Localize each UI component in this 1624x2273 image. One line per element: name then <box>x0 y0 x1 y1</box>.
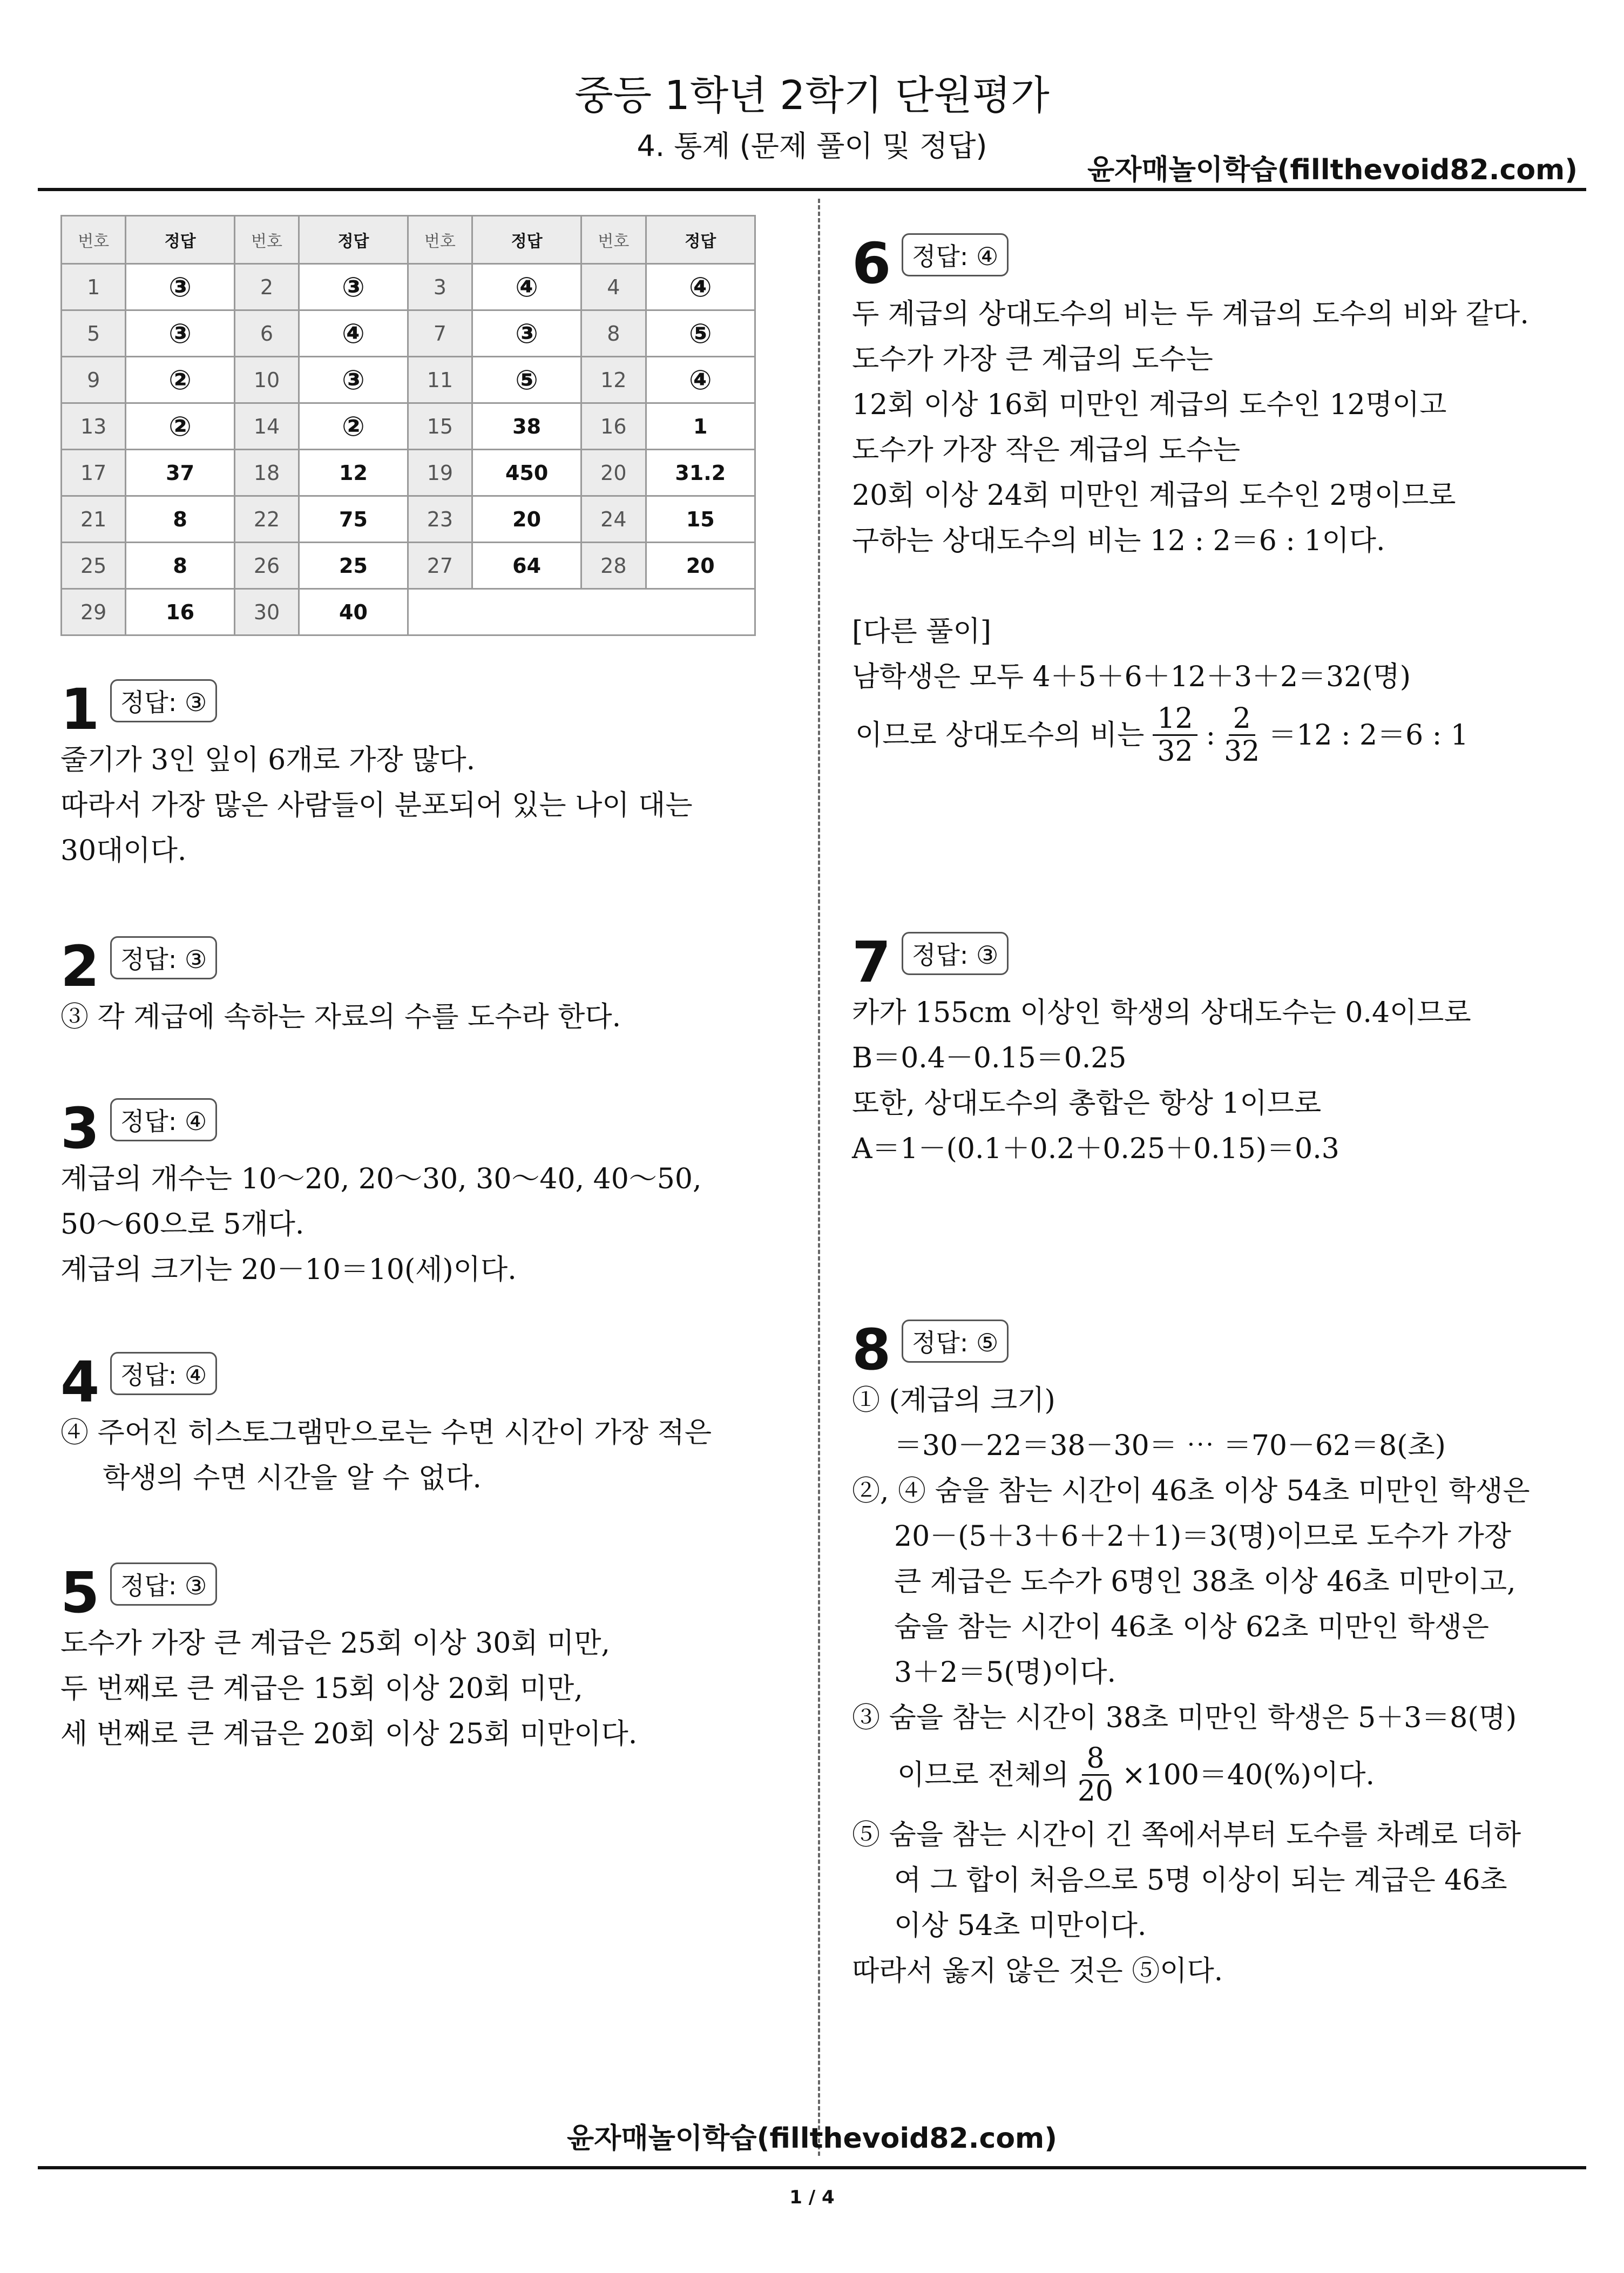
numerator: 8 <box>1082 1743 1108 1776</box>
solution-line: 계급의 크기는 20－10＝10(세)이다. <box>60 1254 517 1286</box>
table-row <box>62 357 755 403</box>
question-number: 8 <box>581 310 646 357</box>
table-row <box>62 496 755 543</box>
denominator: 32 <box>1157 735 1193 768</box>
answer-value: ③ <box>126 310 234 357</box>
fraction-line <box>852 1743 1570 1807</box>
solution-number: 3 <box>60 1095 100 1161</box>
table-row <box>62 403 755 450</box>
answer-value: ② <box>299 403 408 450</box>
answer-value: 450 <box>472 450 581 496</box>
table-header-answer: 정답 <box>646 216 755 264</box>
solution-line: 두 계급의 상대도수의 비는 두 계급의 도수의 비와 같다. <box>852 298 1529 330</box>
answer-badge: 정답: ④ <box>902 233 1009 276</box>
page-title: 중등 1학년 2학기 단원평가 <box>574 72 1050 119</box>
solution-line: ⑤ 숨을 참는 시간이 긴 쪽에서부터 도수를 차례로 더하 <box>852 1819 1521 1851</box>
solution-line: 두 번째로 큰 계급은 15회 이상 20회 미만, <box>60 1673 583 1705</box>
denominator: 20 <box>1077 1775 1114 1808</box>
solution-line: A＝1－(0.1＋0.2＋0.25＋0.15)＝0.3 <box>852 1133 1339 1165</box>
solution-line: 도수가 가장 작은 계급의 도수는 <box>852 434 1241 466</box>
answer-value: 15 <box>646 496 755 543</box>
question-number: 28 <box>581 543 646 589</box>
solution-line: ① (계급의 크기) <box>852 1384 1055 1417</box>
answer-badge: 정답: ③ <box>110 936 217 979</box>
table-header-answer: 정답 <box>126 216 234 264</box>
answer-value: ② <box>126 357 234 403</box>
answer-value: 20 <box>472 496 581 543</box>
solution-line: 숨을 참는 시간이 46초 이상 62초 미만인 학생은 <box>894 1611 1489 1643</box>
solution-body <box>852 1378 1570 1994</box>
header-rule <box>38 188 1586 191</box>
question-number: 15 <box>408 403 472 450</box>
column-divider <box>818 199 820 2156</box>
solution-body <box>60 1410 779 1501</box>
question-number: 25 <box>62 543 126 589</box>
answer-value: 31.2 <box>646 450 755 496</box>
question-number: 30 <box>234 589 299 635</box>
answer-value: 12 <box>299 450 408 496</box>
solution-number: 2 <box>60 933 100 999</box>
solution-line: ②, ④ 숨을 참는 시간이 46초 이상 54초 미만인 학생은 <box>852 1475 1530 1507</box>
question-number: 17 <box>62 450 126 496</box>
page-subtitle: 4. 통계 (문제 풀이 및 정답) <box>637 129 987 163</box>
fraction <box>1153 703 1197 767</box>
answer-badge: 정답: ④ <box>110 1352 217 1395</box>
ratio-separator: : <box>1206 719 1216 752</box>
solution-line: 이상 54초 미만이다. <box>894 1910 1147 1942</box>
frac-suffix: ＝12 : 2＝6 : 1 <box>1268 719 1469 752</box>
table-row <box>62 450 755 496</box>
solution-number: 8 <box>852 1317 891 1383</box>
question-number: 14 <box>234 403 299 450</box>
solution-line: 도수가 가장 큰 계급은 25회 이상 30회 미만, <box>60 1627 611 1660</box>
answer-value: 64 <box>472 543 581 589</box>
footer-rule <box>38 2166 1586 2169</box>
solution-line: ＝30－22＝38－30＝ ⋯ ＝70－62＝8(초) <box>894 1430 1446 1462</box>
solution-body <box>60 1156 779 1293</box>
question-number: 27 <box>408 543 472 589</box>
answer-value: 8 <box>126 496 234 543</box>
answer-value: ② <box>126 403 234 450</box>
question-number: 1 <box>62 264 126 310</box>
solution-line: 12회 이상 16회 미만인 계급의 도수인 12명이고 <box>852 389 1447 421</box>
solution-line: 큰 계급은 도수가 6명인 38초 이상 46초 미만이고, <box>894 1566 1516 1598</box>
table-header-answer: 정답 <box>299 216 408 264</box>
fraction <box>1078 1743 1113 1807</box>
solution-line: 여 그 합이 처음으로 5명 이상이 되는 계급은 46초 <box>894 1864 1507 1897</box>
answer-value: 40 <box>299 589 408 635</box>
empty-cell <box>408 589 755 635</box>
fraction <box>1224 703 1260 767</box>
answer-value: ③ <box>299 357 408 403</box>
answer-value: ④ <box>299 310 408 357</box>
solution-body <box>852 292 1570 767</box>
answer-value: 1 <box>646 403 755 450</box>
solution-line: 카가 155cm 이상인 학생의 상대도수는 0.4이므로 <box>852 997 1471 1029</box>
table-row <box>62 264 755 310</box>
solution-line: 계급의 개수는 10～20, 20～30, 30～40, 40～50, <box>60 1163 702 1195</box>
solution-line: 따라서 옳지 않은 것은 ⑤이다. <box>852 1955 1223 1987</box>
table-header-number: 번호 <box>62 216 126 264</box>
solution-body <box>60 995 779 1040</box>
question-number: 10 <box>234 357 299 403</box>
page-number: 1 / 4 <box>789 2187 835 2208</box>
solution-line: [다른 풀이] <box>852 615 992 648</box>
table-row <box>62 543 755 589</box>
solution-line: 20회 이상 24회 미만인 계급의 도수인 2명이므로 <box>852 479 1456 512</box>
table-row <box>62 310 755 357</box>
solution-body <box>60 738 779 874</box>
answer-value: 38 <box>472 403 581 450</box>
question-number: 11 <box>408 357 472 403</box>
question-number: 22 <box>234 496 299 543</box>
solution-line: 세 번째로 큰 계급은 20회 이상 25회 미만이다. <box>60 1718 638 1750</box>
solution-line: ③ 숨을 참는 시간이 38초 미만인 학생은 5＋3＝8(명) <box>852 1702 1517 1734</box>
question-number: 26 <box>234 543 299 589</box>
table-header-answer: 정답 <box>472 216 581 264</box>
solution-body <box>852 990 1570 1172</box>
answer-badge: 정답: ③ <box>110 1562 217 1606</box>
question-number: 19 <box>408 450 472 496</box>
solution-line: 3＋2＝5(명)이다. <box>894 1656 1116 1689</box>
answer-value: 16 <box>126 589 234 635</box>
question-number: 20 <box>581 450 646 496</box>
solution-line: 따라서 가장 많은 사람들이 분포되어 있는 나이 대는 <box>60 789 693 822</box>
solution-line: 20－(5＋3＋6＋2＋1)＝3(명)이므로 도수가 가장 <box>894 1520 1511 1553</box>
question-number: 29 <box>62 589 126 635</box>
solution-line: 도수가 가장 큰 계급의 도수는 <box>852 343 1213 376</box>
footer-brand: 윤자매놀이학습(fillthevoid82.com) <box>566 2122 1057 2155</box>
question-number: 21 <box>62 496 126 543</box>
answer-badge: 정답: ④ <box>110 1098 217 1141</box>
solution-number: 6 <box>852 231 891 296</box>
table-header-number: 번호 <box>581 216 646 264</box>
question-number: 5 <box>62 310 126 357</box>
answer-value: ③ <box>299 264 408 310</box>
solution-line: B＝0.4－0.15＝0.25 <box>852 1042 1127 1074</box>
solution-line <box>852 564 1570 609</box>
solution-number: 1 <box>60 677 100 742</box>
question-number: 24 <box>581 496 646 543</box>
solution-line: 또한, 상대도수의 총합은 항상 1이므로 <box>852 1087 1322 1120</box>
question-number: 23 <box>408 496 472 543</box>
solution-number: 5 <box>60 1560 100 1626</box>
solution-line: 구하는 상대도수의 비는 12 : 2＝6 : 1이다. <box>852 525 1385 557</box>
solution-line: 줄기가 3인 잎이 6개로 가장 많다. <box>60 744 476 776</box>
answer-badge: 정답: ③ <box>110 679 217 722</box>
answer-badge: 정답: ③ <box>902 932 1009 975</box>
header-brand: 윤자매놀이학습(fillthevoid82.com) <box>1087 154 1578 186</box>
answer-table <box>60 215 756 636</box>
question-number: 7 <box>408 310 472 357</box>
solution-line: 50～60으로 5개다. <box>60 1208 304 1241</box>
solution-line: 남학생은 모두 4＋5＋6＋12＋3＋2＝32(명) <box>852 661 1411 693</box>
table-header-number: 번호 <box>408 216 472 264</box>
answer-value: ③ <box>126 264 234 310</box>
solution-line: ③ 각 계급에 속하는 자료의 수를 도수라 한다. <box>60 1001 621 1033</box>
frac-prefix: 이므로 상대도수의 비는 <box>855 719 1145 752</box>
solution-number: 7 <box>852 929 891 995</box>
table-header-number: 번호 <box>234 216 299 264</box>
question-number: 3 <box>408 264 472 310</box>
question-number: 13 <box>62 403 126 450</box>
question-number: 16 <box>581 403 646 450</box>
answer-value: 8 <box>126 543 234 589</box>
frac-prefix: 이므로 전체의 <box>897 1758 1069 1791</box>
question-number: 12 <box>581 357 646 403</box>
denominator: 32 <box>1224 735 1260 768</box>
answer-value: ③ <box>472 310 581 357</box>
answer-value: 75 <box>299 496 408 543</box>
solution-number: 4 <box>60 1349 100 1415</box>
answer-value: ⑤ <box>646 310 755 357</box>
question-number: 2 <box>234 264 299 310</box>
frac-suffix: ×100＝40(%)이다. <box>1122 1758 1375 1791</box>
solution-line: 30대이다. <box>60 835 187 867</box>
answer-value: ④ <box>646 357 755 403</box>
solution-body <box>60 1621 779 1757</box>
question-number: 4 <box>581 264 646 310</box>
solution-line: ④ 주어진 히스토그램만으로는 수면 시간이 가장 적은 <box>60 1417 712 1449</box>
answer-value: ④ <box>646 264 755 310</box>
numerator: 12 <box>1153 703 1197 736</box>
numerator: 2 <box>1229 703 1255 736</box>
solution-line: 학생의 수면 시간을 알 수 없다. <box>103 1462 482 1494</box>
question-number: 9 <box>62 357 126 403</box>
answer-value: 20 <box>646 543 755 589</box>
answer-value: 37 <box>126 450 234 496</box>
question-number: 18 <box>234 450 299 496</box>
answer-value: ⑤ <box>472 357 581 403</box>
question-number: 6 <box>234 310 299 357</box>
table-row <box>62 589 755 635</box>
fraction-line <box>852 703 1570 767</box>
answer-value: ④ <box>472 264 581 310</box>
answer-badge: 정답: ⑤ <box>902 1320 1009 1363</box>
answer-value: 25 <box>299 543 408 589</box>
